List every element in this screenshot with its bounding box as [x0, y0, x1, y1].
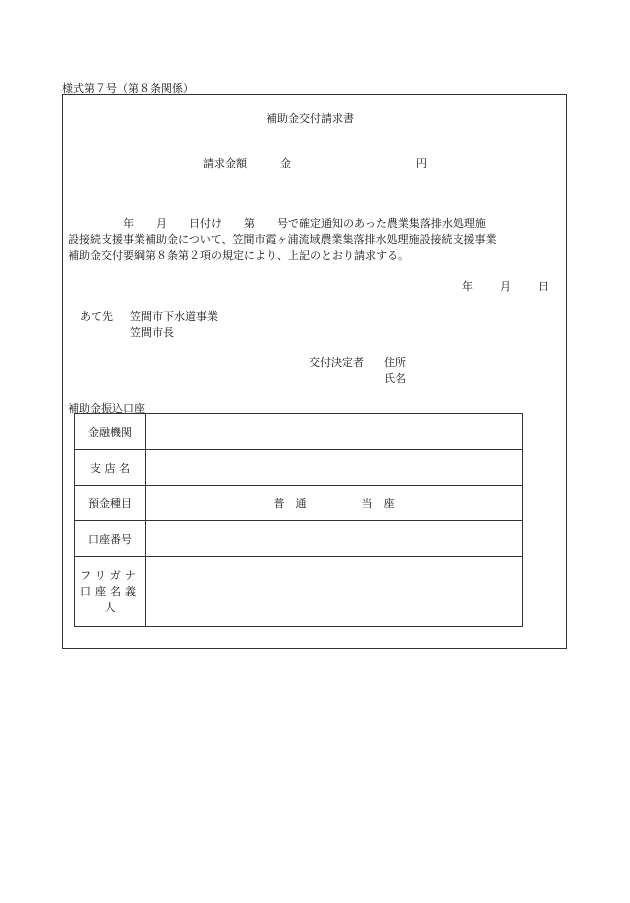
- bank-account-table: [74, 413, 523, 627]
- bank-section-title: 補助金振込口座: [68, 402, 145, 415]
- request-body-text: [68, 216, 563, 264]
- applicant-label: 交付決定者: [309, 356, 364, 369]
- table-row: [75, 486, 523, 521]
- table-row: [75, 521, 523, 557]
- bank-field-account-holder[interactable]: [146, 557, 523, 627]
- date-day: 日: [538, 280, 549, 293]
- addressee-label: あて先: [80, 310, 113, 323]
- label-line: 口座名義: [80, 584, 140, 598]
- date-year: 年: [462, 280, 473, 293]
- bank-label-deposit-type: 預金種目: [75, 486, 146, 521]
- bank-label-financial-institution: 金融機関: [75, 414, 146, 450]
- body-line: 年 月 日付け 第 号で確定通知のあった農業集落排水処理施: [68, 217, 486, 230]
- amount-label: 請求金額: [203, 157, 247, 170]
- addressee-line2: 笠間市長: [130, 326, 174, 339]
- document-title: 補助金交付請求書: [266, 112, 354, 125]
- bank-label-account-number: 口座番号: [75, 521, 146, 557]
- applicant-name-label: 氏名: [384, 372, 406, 385]
- bank-label-branch: 支 店 名: [75, 450, 146, 486]
- bank-field-financial-institution[interactable]: [146, 414, 523, 450]
- bank-field-deposit-type[interactable]: 普 通 当 座: [146, 486, 523, 521]
- bank-label-account-holder: [75, 557, 146, 627]
- date-month: 月: [500, 280, 511, 293]
- label-line: フリガナ: [80, 568, 140, 582]
- bank-field-account-number[interactable]: [146, 521, 523, 557]
- table-row: [75, 450, 523, 486]
- applicant-address-label: 住所: [384, 356, 406, 369]
- body-line: 補助金交付要綱第８条第２項の規定により、上記のとおり請求する。: [68, 249, 409, 262]
- label-line: 人: [104, 600, 116, 614]
- amount-suffix: 円: [416, 157, 427, 170]
- amount-prefix: 金: [280, 157, 291, 170]
- addressee-line1: 笠間市下水道事業: [130, 310, 218, 323]
- form-number: 様式第７号（第８条関係）: [62, 82, 194, 95]
- table-row: [75, 414, 523, 450]
- table-row: [75, 557, 523, 627]
- body-line: 設接続支援事業補助金について、笠間市霞ヶ浦流域農業集落排水処理施設接続支援事業: [68, 233, 497, 246]
- bank-field-branch[interactable]: [146, 450, 523, 486]
